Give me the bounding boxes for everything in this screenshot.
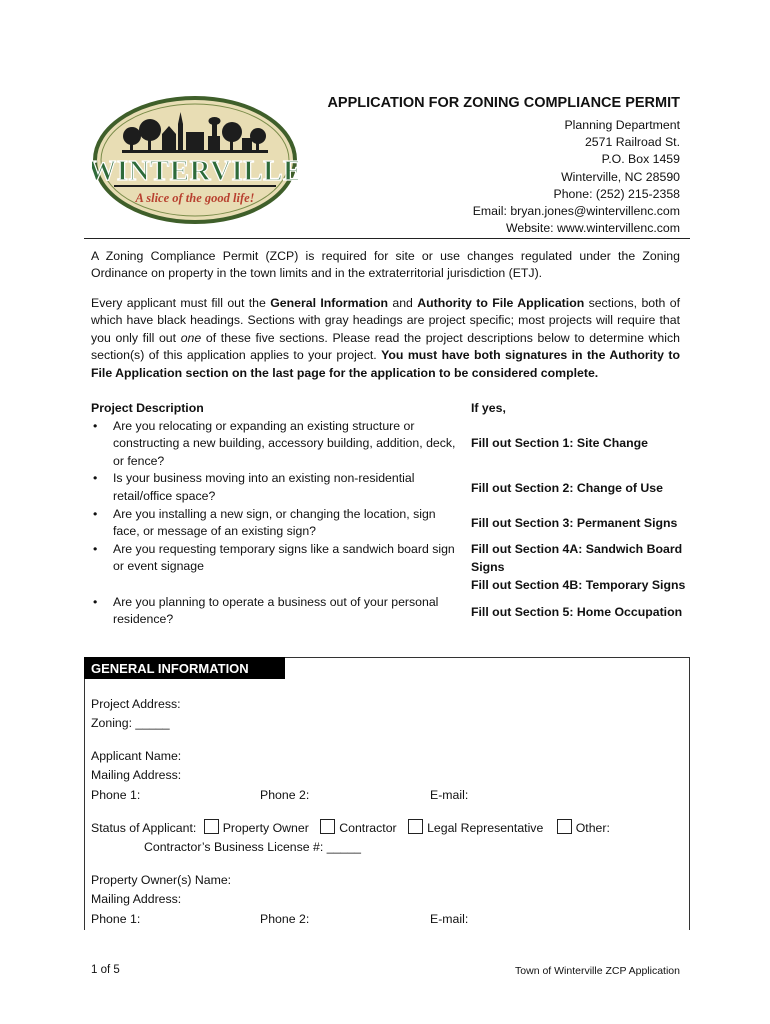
- contact-street: 2571 Railroad St.: [584, 135, 680, 150]
- owner-email-field[interactable]: E-mail:: [430, 912, 469, 926]
- contact-block: [380, 117, 680, 237]
- project-description: [91, 400, 461, 629]
- question-site-change: • Are you relocating or expanding an existing structure or constructing a new building, accessory building, addition, deck, or fence?: [113, 418, 461, 471]
- project-question-list: [91, 418, 461, 629]
- applicant-mailing-field[interactable]: Mailing Address:: [91, 768, 182, 782]
- legal-representative-checkbox[interactable]: [408, 819, 423, 834]
- property-owner-checkbox[interactable]: [204, 819, 219, 834]
- document-footer: Town of Winterville ZCP Application: [515, 965, 680, 977]
- if-yes-heading: If yes,: [471, 401, 506, 415]
- header-divider: [84, 238, 690, 239]
- section-4b-label: Fill out Section 4B: Temporary Signs: [471, 578, 686, 592]
- contact-po-box: P.O. Box 1459: [601, 152, 680, 167]
- section-2-label: Fill out Section 2: Change of Use: [471, 481, 663, 495]
- p2-bold-authority: Authority to File Application: [417, 296, 585, 310]
- page-number: 1 of 5: [91, 964, 120, 976]
- section-4a-label: Fill out Section 4A: Sandwich Board Signs: [471, 542, 683, 574]
- p2-italic-one: one: [180, 330, 202, 345]
- p2-bold-signatures: You must have both signatures in the Authority to File Application section on the last page for the application to be considered complete.: [91, 348, 680, 380]
- p2-bold-general: General Information: [270, 296, 388, 310]
- p2-text-1: Every applicant must fill out the: [91, 296, 271, 310]
- contact-city: Winterville, NC 28590: [561, 169, 680, 184]
- zoning-field[interactable]: Zoning: _____: [91, 716, 170, 730]
- owner-phone2-field[interactable]: Phone 2:: [260, 912, 310, 926]
- property-owner-label: Property Owner: [222, 821, 309, 835]
- applicant-phone2-field[interactable]: Phone 2:: [260, 788, 310, 802]
- legal-representative-label: Legal Representative: [427, 821, 544, 835]
- section-3-label: Fill out Section 3: Permanent Signs: [471, 516, 678, 530]
- contractor-license-field[interactable]: Contractor’s Business License #: _____: [144, 840, 361, 854]
- owner-mailing-field[interactable]: Mailing Address:: [91, 892, 182, 906]
- contractor-label: Contractor: [339, 821, 397, 835]
- contact-website[interactable]: Website: www.wintervillenc.com: [505, 221, 680, 236]
- status-of-applicant: [91, 819, 610, 839]
- project-address-field[interactable]: Project Address:: [91, 697, 181, 711]
- applicant-phone1-field[interactable]: Phone 1:: [91, 788, 141, 802]
- contact-department: Planning Department: [564, 118, 680, 132]
- section-5-label: Fill out Section 5: Home Occupation: [471, 605, 683, 619]
- town-logo: [92, 94, 298, 226]
- p2-text-2: and: [388, 296, 418, 310]
- question-permanent-signs: • Are you installing a new sign, or changing the location, sign face, or message of an existing sign?: [113, 506, 461, 541]
- contact-email[interactable]: Email: bryan.jones@wintervillenc.com: [472, 204, 680, 219]
- general-information-heading: GENERAL INFORMATION: [84, 657, 285, 679]
- p2-text-3: sections, both of which have black headings. Sections with gray headings are project specific; most projects will require that you only fill out: [91, 296, 680, 345]
- applicant-email-field[interactable]: E-mail:: [430, 788, 469, 802]
- question-change-of-use: • Is your business moving into an existing non-residential retail/office space?: [113, 470, 461, 505]
- other-checkbox[interactable]: [557, 819, 572, 834]
- question-home-occupation: • Are you planning to operate a business out of your personal residence?: [113, 594, 461, 629]
- project-description-heading: Project Description: [91, 401, 204, 415]
- owner-name-field[interactable]: Property Owner(s) Name:: [91, 873, 232, 887]
- p2-text-4: of these five sections. Please read the project descriptions below to determine which section(s) of this application applies to your project.: [91, 330, 680, 363]
- applicant-name-field[interactable]: Applicant Name:: [91, 749, 182, 763]
- other-label: Other:: [575, 821, 610, 835]
- section-1-label: Fill out Section 1: Site Change: [471, 436, 648, 450]
- owner-phone1-field[interactable]: Phone 1:: [91, 912, 141, 926]
- intro-paragraph-1: A Zoning Compliance Permit (ZCP) is required for site or use changes regulated under the Zoning Ordinance on property in the town limits and in the extraterritorial jurisdiction (ETJ).: [91, 249, 680, 281]
- logo-tagline: A slice of the good life!: [135, 191, 255, 205]
- status-label: Status of Applicant:: [91, 821, 197, 835]
- question-temporary-signs: • Are you requesting temporary signs like a sandwich board sign or event signage: [113, 541, 461, 576]
- contractor-checkbox[interactable]: [320, 819, 335, 834]
- contact-phone: Phone: (252) 215-2358: [553, 186, 680, 201]
- logo-name: WINTERVILLE: [92, 155, 298, 187]
- page-title: APPLICATION FOR ZONING COMPLIANCE PERMIT: [327, 95, 680, 111]
- intro-paragraph-2: [91, 295, 680, 382]
